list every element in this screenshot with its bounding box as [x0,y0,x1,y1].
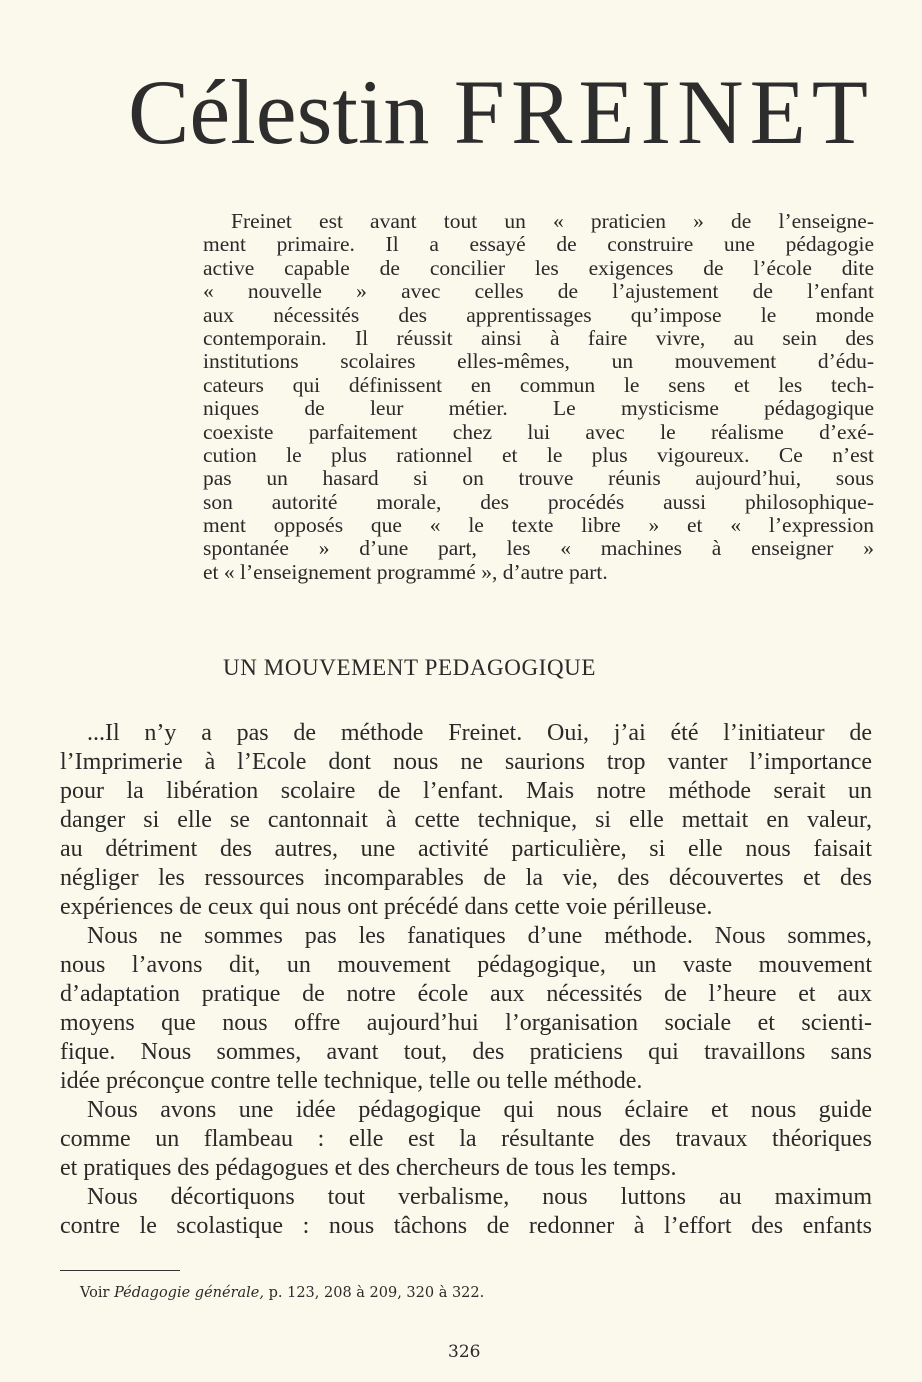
page-number: 326 [448,1342,481,1362]
text-line: pour la libération scolaire de l’enfant. Mais notre méthode serait un [60,778,872,804]
text-line: contre le scolastique : nous tâchons de redonner à l’effort des enfants [60,1213,872,1239]
text-line: négliger les ressources incomparables de la vie, des découvertes et des [60,865,872,891]
page-title [128,62,874,162]
section-heading: UN MOUVEMENT PEDAGOGIQUE [223,655,597,680]
footnote-prefix: Voir [80,1285,110,1301]
body-text [60,719,872,1241]
footnote [80,1285,484,1301]
title-first-name: Célestin [128,61,430,163]
text-line: coexiste parfaitement chez lui avec le réalisme d’exé- [203,419,874,444]
text-line: niques de leur métier. Le mysticisme pédagogique [203,396,874,421]
body-paragraph [60,1096,872,1183]
text-line: pas un hasard si on trouve réunis aujourd’hui, sous [203,466,874,491]
text-line: ment primaire. Il a essayé de construire une pédagogie [203,232,874,257]
text-line: d’adaptation pratique de notre école aux nécessités de l’heure et aux [60,981,872,1007]
text-line: contemporain. Il réussit ainsi à faire vivre, au sein des [203,325,874,350]
text-line: moyens que nous offre aujourd’hui l’organisation sociale et scienti- [60,1010,872,1036]
text-line: danger si elle se cantonnait à cette technique, si elle mettait en valeur, [60,807,872,833]
text-line: spontanée » d’une part, les « machines à enseigner » [203,536,874,561]
text-line: Freinet est avant tout un « praticien » de l’enseigne- [231,209,874,233]
intro-paragraph [203,210,874,584]
text-line: idée préconçue contre telle technique, telle ou telle méthode. [60,1068,643,1094]
text-line: aux nécessités des apprentissages qu’impose le monde [203,302,874,327]
text-line: ...Il n’y a pas de méthode Freinet. Oui, j’ai été l’initiateur de [87,720,872,746]
text-line: institutions scolaires elles-mêmes, un mouvement d’édu- [203,349,874,374]
text-line: Nous décortiquons tout verbalisme, nous luttons au maximum [87,1184,872,1210]
footnote-pages: p. 123, 208 à 209, 320 à 322. [268,1285,485,1301]
text-line: active capable de concilier les exigences de l’école dite [203,255,874,280]
text-line: comme un flambeau : elle est la résultante des travaux théoriques [60,1126,872,1152]
body-paragraph [60,1183,872,1241]
text-line: « nouvelle » avec celles de l’ajustement de l’enfant [203,279,874,304]
body-paragraph [60,922,872,1096]
title-last-name: FREINET [453,61,874,163]
text-line: Nous avons une idée pédagogique qui nous éclaire et nous guide [87,1097,872,1123]
footnote-book-title: Pédagogie générale, [114,1285,264,1301]
text-line: nous l’avons dit, un mouvement pédagogique, un vaste mouvement [60,952,872,978]
text-line: fique. Nous sommes, avant tout, des praticiens qui travaillons sans [60,1039,872,1065]
text-line: l’Imprimerie à l’Ecole dont nous ne saurions trop vanter l’importance [60,749,872,775]
text-line: son autorité morale, des procédés aussi philosophique- [203,489,874,514]
text-line: et pratiques des pédagogues et des chercheurs de tous les temps. [60,1155,677,1181]
text-line: et « l’enseignement programmé », d’autre part. [203,559,608,584]
text-line: cution le plus rationnel et le plus vigoureux. Ce n’est [203,442,874,467]
body-paragraph [60,719,872,922]
text-line: Nous ne sommes pas les fanatiques d’une méthode. Nous sommes, [87,923,872,949]
text-line: au détriment des autres, une activité particulière, si elle nous faisait [60,836,872,862]
footnote-divider [60,1270,180,1271]
text-line: cateurs qui définissent en commun le sens et les tech- [203,372,874,397]
text-line: ment opposés que « le texte libre » et « l’expression [203,513,874,538]
text-line: expériences de ceux qui nous ont précédé dans cette voie périlleuse. [60,894,713,920]
